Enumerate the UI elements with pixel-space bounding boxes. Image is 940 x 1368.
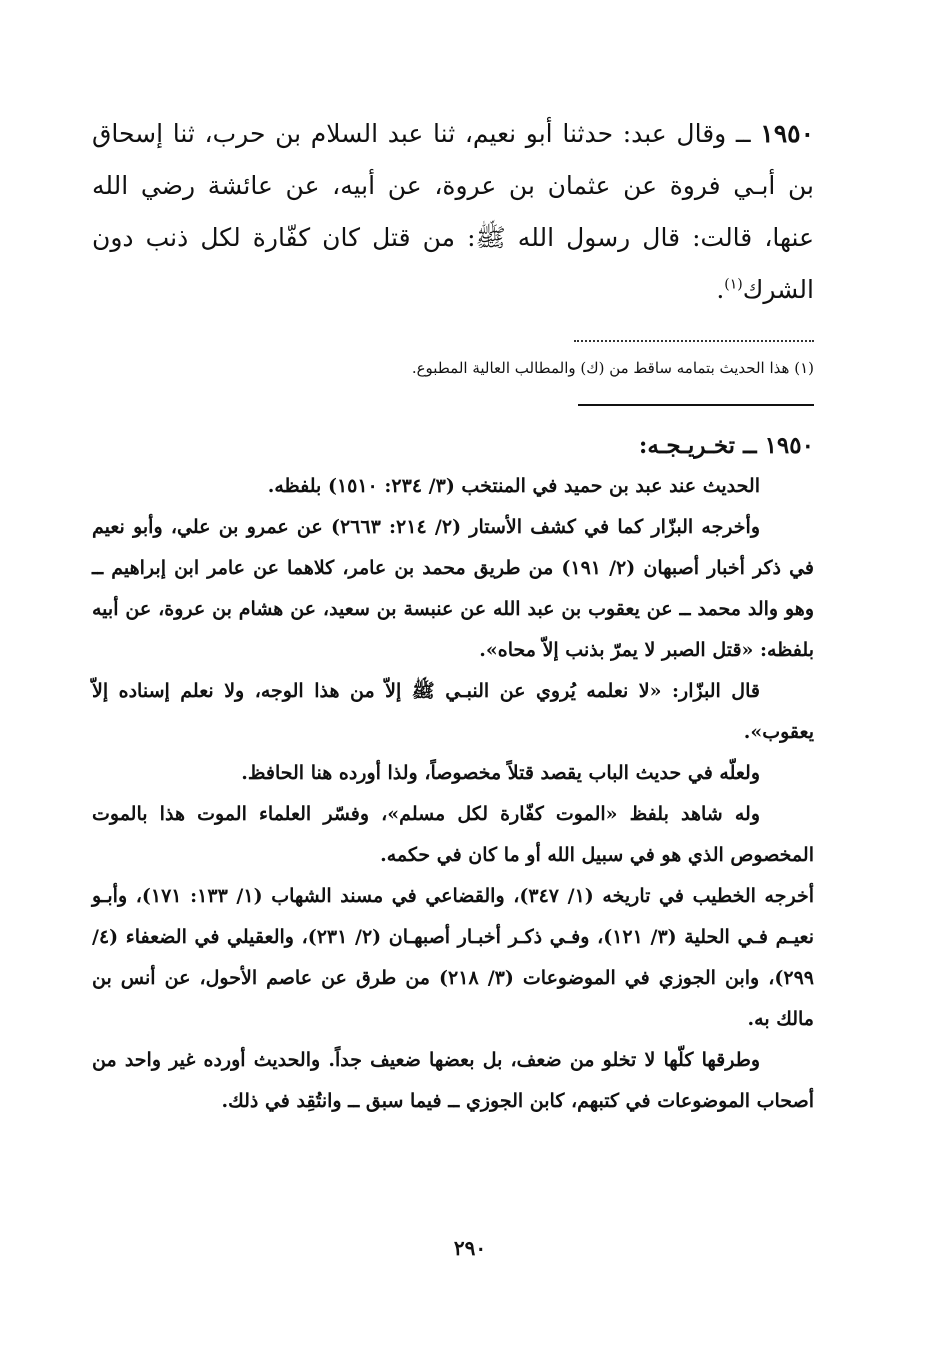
footnote-marker: (١) xyxy=(724,276,743,293)
section-divider xyxy=(578,404,814,406)
page-body xyxy=(92,108,814,1122)
takhrij-paragraph: ولعلّه في حديث الباب يقصد قتلاً مخصوصاً، ولذا أورده هنا الحافظ. xyxy=(241,762,760,784)
takhrij-paragraph: وله شاهد بلفظ «الموت كفّارة لكل مسلم»، وفسّر العلماء الموت هذا بالموت المخصوص الذي هو في سبيل الله أو ما كان في حكمه. xyxy=(92,803,814,866)
page-number: ٢٩٠ xyxy=(453,1236,487,1260)
takhrij-paragraph: وطرقها كلّها لا تخلو من ضعف، بل بعضها ضعيف جداً. والحديث أورده غير واحد من أصحاب الموضوعات في كتبهم، كابن الجوزي ــ فيما سبق ــ وانتُقِد في ذلك. xyxy=(92,1049,814,1112)
takhrij-paragraph: الحديث عند عبد بن حميد في المنتخب (٣/ ٢٣٤: ١٥١٠) بلفظه. xyxy=(267,475,760,497)
hadith-end: . xyxy=(716,275,725,304)
hadith-text xyxy=(92,108,814,316)
hadith-number: ١٩٥٠ xyxy=(760,119,814,148)
takhrij-heading: ١٩٥٠ ــ تخـريـجـه: xyxy=(638,432,814,459)
takhrij-paragraph: أخرجه الخطيب في تاريخه (١/ ٣٤٧)، والقضاعي في مسند الشهاب (١/ ١٣٣: ١٧١)، وأبـو نعيـم فـي الحلية (٣/ ١٢١)، وفـي ذكـر أخبـار أصبهـان (٢/ ٢٣١)، والعقيلي في الضعفاء (٤/ ٢٩٩)، وابن الجوزي في الموضوعات (٣/ ٢١٨) من طرق عن عاصم الأحول، عن أنس بن مالك به. xyxy=(92,885,815,1030)
takhrij-paragraph: قال البزّار: «لا نعلمه يُروي عن النبـي ﷺ إلاّ من هذا الوجه، ولا نعلم إسناده إلاّ يعقوب». xyxy=(92,680,814,743)
footnote-separator xyxy=(574,330,814,342)
takhrij-paragraph: وأخرجه البزّار كما في كشف الأستار (٢/ ٢١٤: ٢٦٦٣) عن عمرو بن علي، وأبو نعيم في ذكر أخبار أصبهان (٢/ ١٩١) من طريق محمد بن عامر، كلاهما عن عامر ابن إبراهيم ــ وهو والد محمد ــ عن يعقوب بن عبد الله عن عنبسة بن سعيد، عن هشام بن عروة، عن أبيه بلفظه: «قتل الصبر لا يمرّ بذنب إلاّ محاه». xyxy=(92,516,814,661)
hadith-body: ــ وقال عبد: حدثنا أبو نعيم، ثنا عبد السلام بن حرب، ثنا إسحاق بن أبـي فروة عن عثمان بن عروة، عن أبيه، عن عائشة رضي الله عنها، قالت: قال رسول الله ﷺ: من قتل كان كفّارة لكل ذنب دون الشرك xyxy=(92,119,814,304)
footnote: (١) هذا الحديث بتمامه ساقط من (ك) والمطالب العالية المطبوع. xyxy=(411,359,814,377)
